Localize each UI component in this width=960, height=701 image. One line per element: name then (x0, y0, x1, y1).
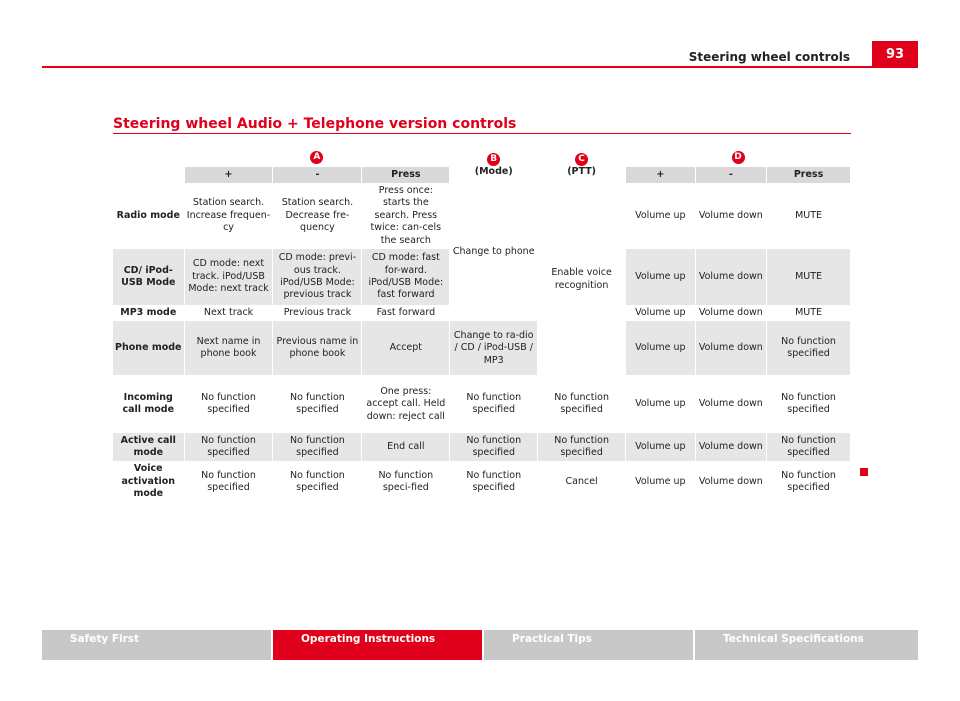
section-end-marker (860, 468, 868, 476)
cell-d-minus: Volume down (696, 462, 768, 502)
cell-a-press: End call (362, 433, 450, 462)
column-a-header (185, 149, 451, 167)
cell-a-minus: No function specified (273, 462, 362, 502)
cell-a-press: Fast forward (362, 306, 450, 321)
cell-a-plus: No function specified (185, 462, 274, 502)
sub-header-d-minus: - (696, 167, 768, 184)
cell-b: No function specified (450, 376, 538, 433)
cell-a-plus: Next name in phone book (185, 321, 274, 376)
cell-a-minus: CD mode: previ-ous track. iPod/USB Mode: previous track (273, 249, 362, 306)
cell-d-press: MUTE (767, 306, 851, 321)
cell-d-minus: Volume down (696, 376, 768, 433)
cell-a-press: Press once: starts the search. Press twice: can-cels the search (362, 184, 450, 249)
cell-b: No function specified (450, 433, 538, 462)
row-label: Incoming call mode (113, 376, 185, 433)
row-label: Voice activation mode (113, 462, 185, 502)
cell-c-merged: Enable voice recognition (538, 184, 626, 376)
cell-a-plus: Station search. Increase frequen-cy (185, 184, 274, 249)
cell-d-press: No function specified (767, 433, 851, 462)
cell-d-minus: Volume down (696, 249, 768, 306)
cell-a-minus: Previous track (273, 306, 362, 321)
sub-header-a-plus: + (185, 167, 274, 184)
sub-header-blank (113, 167, 185, 184)
cell-d-plus: Volume up (626, 433, 696, 462)
badge-b: B (487, 153, 500, 166)
cell-d-minus: Volume down (696, 306, 768, 321)
table-row-phone (113, 321, 851, 376)
cell-b: Change to ra-dio / CD / iPod-USB / MP3 (450, 321, 538, 376)
page-number: 93 (872, 41, 918, 68)
row-label: Radio mode (113, 184, 185, 249)
cell-a-minus: No function specified (273, 376, 362, 433)
column-group-header-row (113, 149, 851, 167)
cell-a-press: Accept (362, 321, 450, 376)
column-b-label: (Mode) (474, 166, 513, 178)
corner-cell (113, 149, 185, 167)
row-label: Active call mode (113, 433, 185, 462)
cell-d-plus: Volume up (626, 306, 696, 321)
footer-tab-safety-first[interactable]: Safety First (42, 630, 271, 660)
cell-d-press: MUTE (767, 184, 851, 249)
column-d-header (626, 149, 851, 167)
cell-a-plus: No function specified (185, 376, 274, 433)
cell-d-minus: Volume down (696, 321, 768, 376)
cell-d-plus: Volume up (626, 376, 696, 433)
controls-table (113, 149, 851, 503)
cell-a-press: No function speci-fied (362, 462, 450, 502)
cell-a-plus: CD mode: next track. iPod/USB Mode: next track (185, 249, 274, 306)
table-row-active-call (113, 433, 851, 462)
cell-b-merged: Change to phone (450, 184, 538, 321)
row-label: MP3 mode (113, 306, 185, 321)
footer-nav (42, 630, 918, 660)
sub-header-d-plus: + (626, 167, 696, 184)
cell-d-plus: Volume up (626, 249, 696, 306)
cell-c: Cancel (538, 462, 626, 502)
cell-d-press: No function specified (767, 462, 851, 502)
cell-a-minus: Station search. Decrease fre-quency (273, 184, 362, 249)
cell-d-press: No function specified (767, 321, 851, 376)
cell-d-press: No function specified (767, 376, 851, 433)
cell-d-plus: Volume up (626, 184, 696, 249)
header-rule (42, 66, 918, 68)
cell-a-press: One press: accept call. Held down: reject call (362, 376, 450, 433)
cell-a-plus: Next track (185, 306, 274, 321)
row-label: CD/ iPod-USB Mode (113, 249, 185, 306)
section-title: Steering wheel Audio + Telephone version controls (113, 116, 517, 132)
sub-header-a-press: Press (362, 167, 450, 184)
badge-a: A (310, 151, 323, 164)
footer-tab-practical-tips[interactable]: Practical Tips (484, 630, 693, 660)
cell-d-minus: Volume down (696, 184, 768, 249)
cell-d-plus: Volume up (626, 321, 696, 376)
cell-b: No function specified (450, 462, 538, 502)
cell-a-press: CD mode: fast for-ward. iPod/USB Mode: fast forward (362, 249, 450, 306)
cell-d-press: MUTE (767, 249, 851, 306)
cell-c: No function specified (538, 433, 626, 462)
column-b-header (450, 149, 538, 184)
table-row-incoming-call (113, 376, 851, 433)
cell-d-minus: Volume down (696, 433, 768, 462)
cell-d-plus: Volume up (626, 462, 696, 502)
column-c-header (538, 149, 626, 184)
footer-tab-operating-instructions[interactable]: Operating Instructions (273, 630, 482, 660)
column-c-label: (PTT) (567, 166, 597, 178)
badge-d: D (732, 151, 745, 164)
table-row-voice-activation (113, 462, 851, 502)
table-row-radio (113, 184, 851, 249)
running-title: Steering wheel controls (688, 50, 850, 64)
section-rule (113, 133, 851, 134)
cell-a-minus: No function specified (273, 433, 362, 462)
sub-header-a-minus: - (273, 167, 362, 184)
badge-c: C (575, 153, 588, 166)
sub-header-d-press: Press (767, 167, 851, 184)
cell-a-minus: Previous name in phone book (273, 321, 362, 376)
cell-c: No function specified (538, 376, 626, 433)
row-label: Phone mode (113, 321, 185, 376)
footer-tab-technical-specifications[interactable]: Technical Specifications (695, 630, 918, 660)
cell-a-plus: No function specified (185, 433, 274, 462)
